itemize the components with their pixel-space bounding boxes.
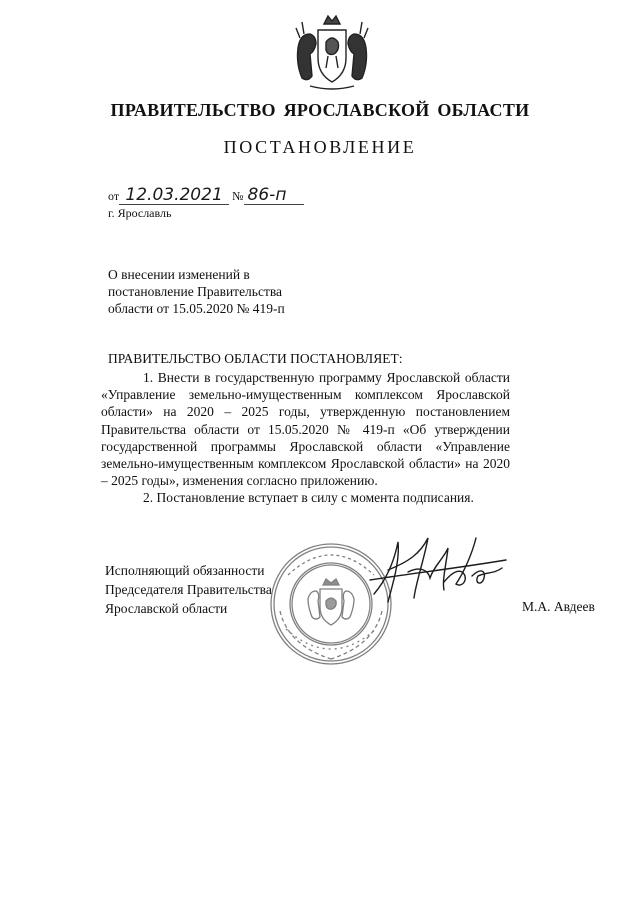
number-prefix: № <box>232 189 244 203</box>
document-date: 12.03.2021 <box>119 186 229 205</box>
subject-line: области от 15.05.2020 № 419-п <box>108 301 285 316</box>
position-line: Исполняющий обязанности <box>105 563 265 578</box>
subject-line: постановление Правительства <box>108 284 283 299</box>
decree-body <box>101 369 510 507</box>
coat-of-arms-icon <box>290 8 374 92</box>
position-line: Председателя Правительства <box>105 582 272 597</box>
date-number-line <box>108 186 304 205</box>
date-prefix: от <box>108 189 120 203</box>
decree-heading: ПРАВИТЕЛЬСТВО ОБЛАСТИ ПОСТАНОВЛЯЕТ: <box>108 351 403 366</box>
decree-paragraph: 1. Внести в государственную программу Ярославской области «Управление земельно-имущественным комплексом Ярославской области» на 2020 – 2025 годы, утвержденную постановлением Правительства области от 15.05.2020 № 419-п «Об утверждении государственной программы Ярославской области «Управление земельно-имущественным комплексом Ярославской области» на 2020 – 2025 годы», изменения согласно приложению. <box>101 370 510 489</box>
subject-block <box>108 266 308 317</box>
government-title: ПРАВИТЕЛЬСТВО ЯРОСЛАВСКОЙ ОБЛАСТИ <box>110 100 530 120</box>
signature-icon <box>368 532 508 607</box>
signatory-position <box>105 561 272 618</box>
signatory-name: М.А. Авдеев <box>522 599 595 614</box>
subject-line: О внесении изменений в <box>108 267 250 282</box>
decree-paragraph: 2. Постановление вступает в силу с момента подписания. <box>143 490 474 506</box>
document-type: ПОСТАНОВЛЕНИЕ <box>223 137 417 157</box>
position-line: Ярославской области <box>105 601 228 616</box>
document-number: 86-п <box>244 186 304 205</box>
city: г. Ярославль <box>108 206 172 220</box>
